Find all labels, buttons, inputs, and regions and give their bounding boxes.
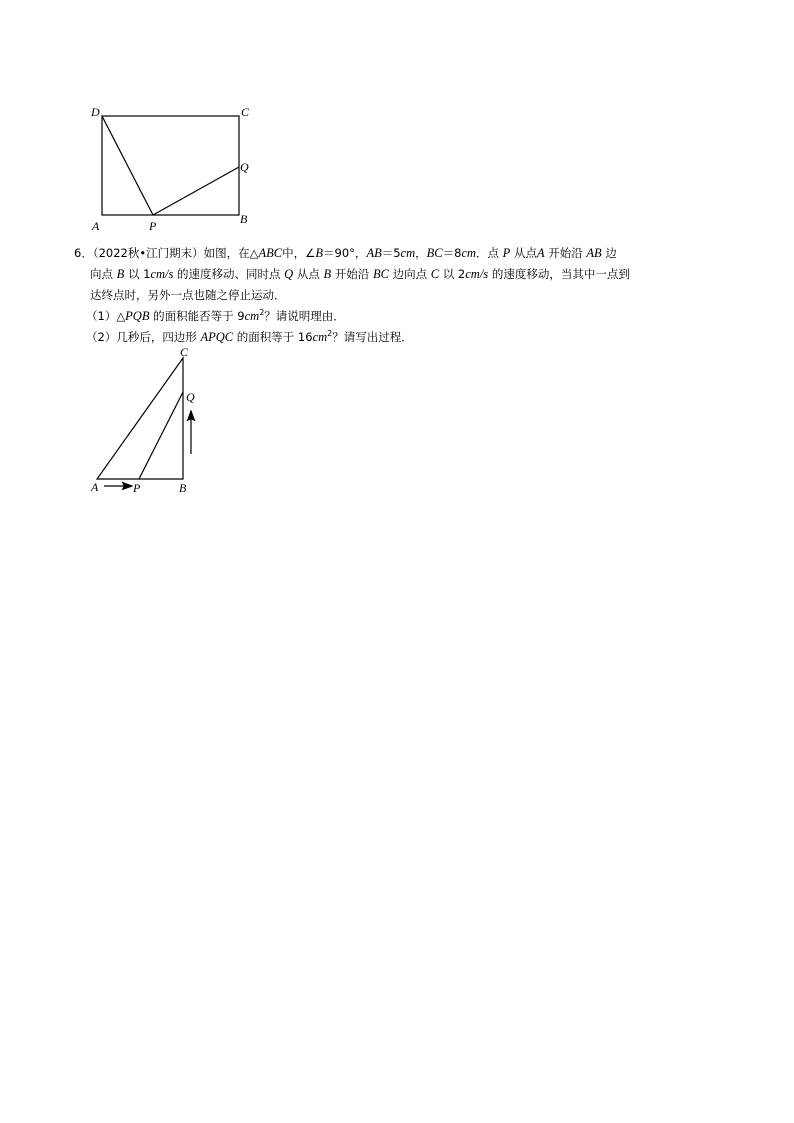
- triangle-figure: [0, 0, 794, 520]
- math: cm/s: [150, 267, 174, 281]
- text: ？请说明理由．: [264, 309, 345, 323]
- text: 如图，在△: [203, 246, 259, 260]
- text: 向点: [90, 267, 117, 281]
- label-a: A: [91, 480, 99, 494]
- math: PQB: [125, 309, 150, 323]
- math: AB: [586, 246, 602, 260]
- math: cm: [400, 246, 416, 260]
- label-q: Q: [240, 160, 249, 174]
- text: 边: [601, 246, 617, 260]
- label-a: A: [92, 219, 100, 233]
- label-p: P: [149, 219, 157, 233]
- label-b: B: [240, 212, 248, 226]
- math: cm: [461, 246, 477, 260]
- math: B: [315, 246, 324, 260]
- text: 的面积能否等于 9: [149, 309, 245, 323]
- text: ，: [415, 246, 427, 260]
- math: AB: [366, 246, 382, 260]
- label-b: B: [179, 481, 187, 495]
- text: （2）几秒后，四边形: [86, 330, 201, 344]
- text: 的速度移动，当其中一点到: [488, 267, 630, 281]
- math: cm: [244, 309, 260, 323]
- text: 的面积等于 16: [233, 330, 313, 344]
- math: APQC: [200, 330, 234, 344]
- problem-number: 6．: [74, 246, 93, 260]
- math: P: [502, 246, 511, 260]
- text: （1）△: [86, 309, 126, 323]
- text: ＝5: [381, 246, 401, 260]
- math: Q: [284, 267, 294, 281]
- text: 以 1: [124, 267, 151, 281]
- label-c: C: [241, 105, 250, 119]
- math: B: [323, 267, 332, 281]
- math: cm: [312, 330, 328, 344]
- math: ABC: [258, 246, 283, 260]
- text: 开始沿: [331, 267, 373, 281]
- text: 从点: [510, 246, 537, 260]
- text: 以 2: [439, 267, 466, 281]
- text: ？请写出过程．: [332, 330, 413, 344]
- text: 从点: [293, 267, 324, 281]
- segment-pq: [139, 392, 183, 479]
- text: 的速度移动、同时点: [173, 267, 285, 281]
- label-p: P: [133, 481, 141, 495]
- label-q: Q: [186, 390, 195, 404]
- text: 边向点: [388, 267, 431, 281]
- problem-source: （2022秋•江门期末）: [92, 246, 204, 260]
- exponent: 2: [259, 308, 265, 317]
- exponent: 2: [327, 329, 333, 338]
- text: ．点: [476, 246, 503, 260]
- math: BC: [372, 267, 389, 281]
- math: B: [116, 267, 125, 281]
- text: ＝90°，: [323, 246, 367, 260]
- text: 开始沿: [544, 246, 587, 260]
- text: 中，∠: [282, 246, 316, 260]
- text: ＝8: [442, 246, 462, 260]
- problem-6-line-3: 达终点时，另外一点也随之停止运动．: [90, 288, 286, 302]
- math: C: [430, 267, 440, 281]
- math: cm/s: [465, 267, 489, 281]
- label-d: D: [91, 105, 100, 119]
- math: BC: [426, 246, 443, 260]
- label-c: C: [180, 345, 189, 359]
- math: A: [536, 246, 545, 260]
